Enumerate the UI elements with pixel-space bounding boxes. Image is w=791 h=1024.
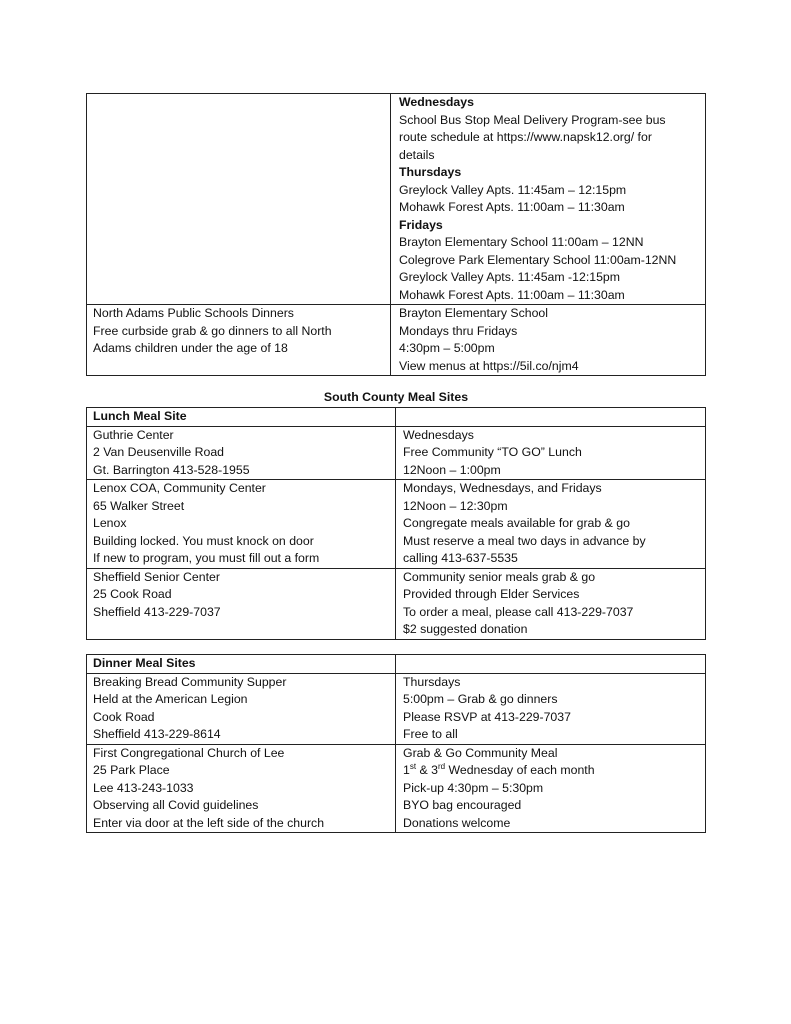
dinner-meal-table (86, 654, 706, 833)
schedule-line: 1st & 3rd Wednesday of each month (403, 761, 595, 777)
text-line: Please RSVP at 413-229-7037 (403, 709, 571, 724)
site-cell (87, 480, 396, 568)
text-line: details (399, 147, 435, 162)
text-line: Greylock Valley Apts. 11:45am -12:15pm (399, 270, 620, 284)
text-line: Free Community “TO GO” Lunch (403, 445, 582, 459)
details-cell (396, 480, 705, 568)
text-line: 12Noon – 12:30pm (403, 498, 508, 513)
program-cell (87, 305, 391, 375)
text-line: Mondays thru Fridays (399, 323, 518, 338)
text-line: calling 413-637-5535 (403, 551, 518, 565)
text-line: Wednesdays (399, 95, 474, 109)
table-row (87, 479, 705, 568)
details-cell (396, 427, 705, 480)
text-line: Guthrie Center (93, 427, 174, 442)
text-line: Lenox (93, 516, 127, 530)
section-heading: South County Meal Sites (323, 390, 469, 404)
table-body (87, 673, 705, 833)
text-line: Sheffield 413-229-7037 (93, 604, 221, 619)
text-line: Congregate meals available for grab & go (403, 516, 630, 530)
site-cell (87, 745, 396, 833)
table-row (87, 426, 705, 480)
text-line: Held at the American Legion (93, 692, 248, 706)
text-line: Grab & Go Community Meal (403, 745, 558, 760)
text-line: Sheffield 413-229-8614 (93, 727, 221, 741)
text-line: Gt. Barrington 413-528-1955 (93, 462, 250, 477)
text-line: Pick-up 4:30pm – 5:30pm (403, 780, 544, 795)
text-line: School Bus Stop Meal Delivery Program-see bus (399, 112, 666, 127)
text-line: 12Noon – 1:00pm (403, 462, 501, 477)
table-body (87, 426, 705, 639)
table-row (87, 568, 705, 639)
text-line: Thursdays (403, 674, 461, 689)
text-line: Brayton Elementary School 11:00am – 12NN (399, 235, 644, 249)
text-line: Sheffield Senior Center (93, 569, 220, 584)
text-line: Lenox COA, Community Center (93, 481, 266, 495)
table-row (87, 744, 705, 833)
north-adams-table (86, 93, 706, 376)
location-cell (391, 305, 705, 375)
text-line: Community senior meals grab & go (403, 569, 596, 584)
text-line: To order a meal, please call 413-229-7037 (403, 604, 634, 619)
table-row (87, 673, 705, 744)
text-line: Mohawk Forest Apts. 11:00am – 11:30am (399, 287, 625, 302)
text-line: Thursdays (399, 165, 462, 179)
text-line: Must reserve a meal two days in advance by (403, 533, 646, 548)
site-cell (87, 427, 396, 480)
text-line: Building locked. You must knock on door (93, 533, 314, 548)
text-line: Colegrove Park Elementary School 11:00am-12NN (399, 252, 677, 267)
text-line: 65 Walker Street (93, 498, 185, 513)
table-header-row (87, 655, 705, 673)
text-line: If new to program, you must fill out a form (93, 551, 320, 565)
lunch-meal-table (86, 407, 706, 640)
text-line: Enter via door at the left side of the church (93, 815, 325, 830)
text-line: Greylock Valley Apts. 11:45am – 12:15pm (399, 182, 627, 197)
site-cell (87, 569, 396, 639)
text-line: First Congregational Church of Lee (93, 745, 285, 760)
details-cell (396, 674, 705, 744)
text-line: Wednesdays (403, 427, 474, 442)
text-line: 2 Van Deusenville Road (93, 445, 225, 459)
text-line: Breaking Bread Community Supper (93, 674, 287, 689)
text-line: Lee 413-243-1033 (93, 780, 194, 795)
details-cell (396, 745, 705, 833)
text-line: 5:00pm – Grab & go dinners (403, 692, 558, 706)
text-line: Mohawk Forest Apts. 11:00am – 11:30am (399, 200, 625, 214)
details-cell (396, 569, 705, 639)
empty-cell (87, 94, 391, 304)
text-line: BYO bag encouraged (403, 798, 522, 812)
table-header-row (87, 408, 705, 426)
empty-header-cell (396, 655, 705, 673)
text-line: 4:30pm – 5:00pm (399, 341, 495, 355)
text-line: Donations welcome (403, 815, 511, 830)
text-line: Adams children under the age of 18 (93, 341, 288, 355)
schedule-cell (391, 94, 705, 304)
text-line: View menus at https://5il.co/njm4 (399, 358, 579, 373)
text-line: route schedule at https://www.napsk12.org/ for (399, 130, 652, 144)
text-line: Provided through Elder Services (403, 587, 580, 601)
text-line: North Adams Public Schools Dinners (93, 306, 294, 320)
text-line: Cook Road (93, 709, 155, 724)
table-header: Lunch Meal Site (87, 408, 396, 426)
site-cell (87, 674, 396, 744)
text-line: $2 suggested donation (403, 622, 528, 636)
table-row (87, 94, 705, 304)
text-line: 25 Cook Road (93, 587, 172, 601)
text-line: Free curbside grab & go dinners to all North (93, 323, 332, 338)
empty-header-cell (396, 408, 705, 426)
text-line: Fridays (399, 217, 443, 232)
table-row (87, 304, 705, 375)
text-line: 25 Park Place (93, 763, 170, 777)
text-line: Mondays, Wednesdays, and Fridays (403, 481, 602, 495)
table-header: Dinner Meal Sites (87, 655, 396, 673)
text-line: Brayton Elementary School (399, 306, 549, 320)
text-line: Free to all (403, 727, 458, 741)
text-line: Observing all Covid guidelines (93, 798, 259, 812)
